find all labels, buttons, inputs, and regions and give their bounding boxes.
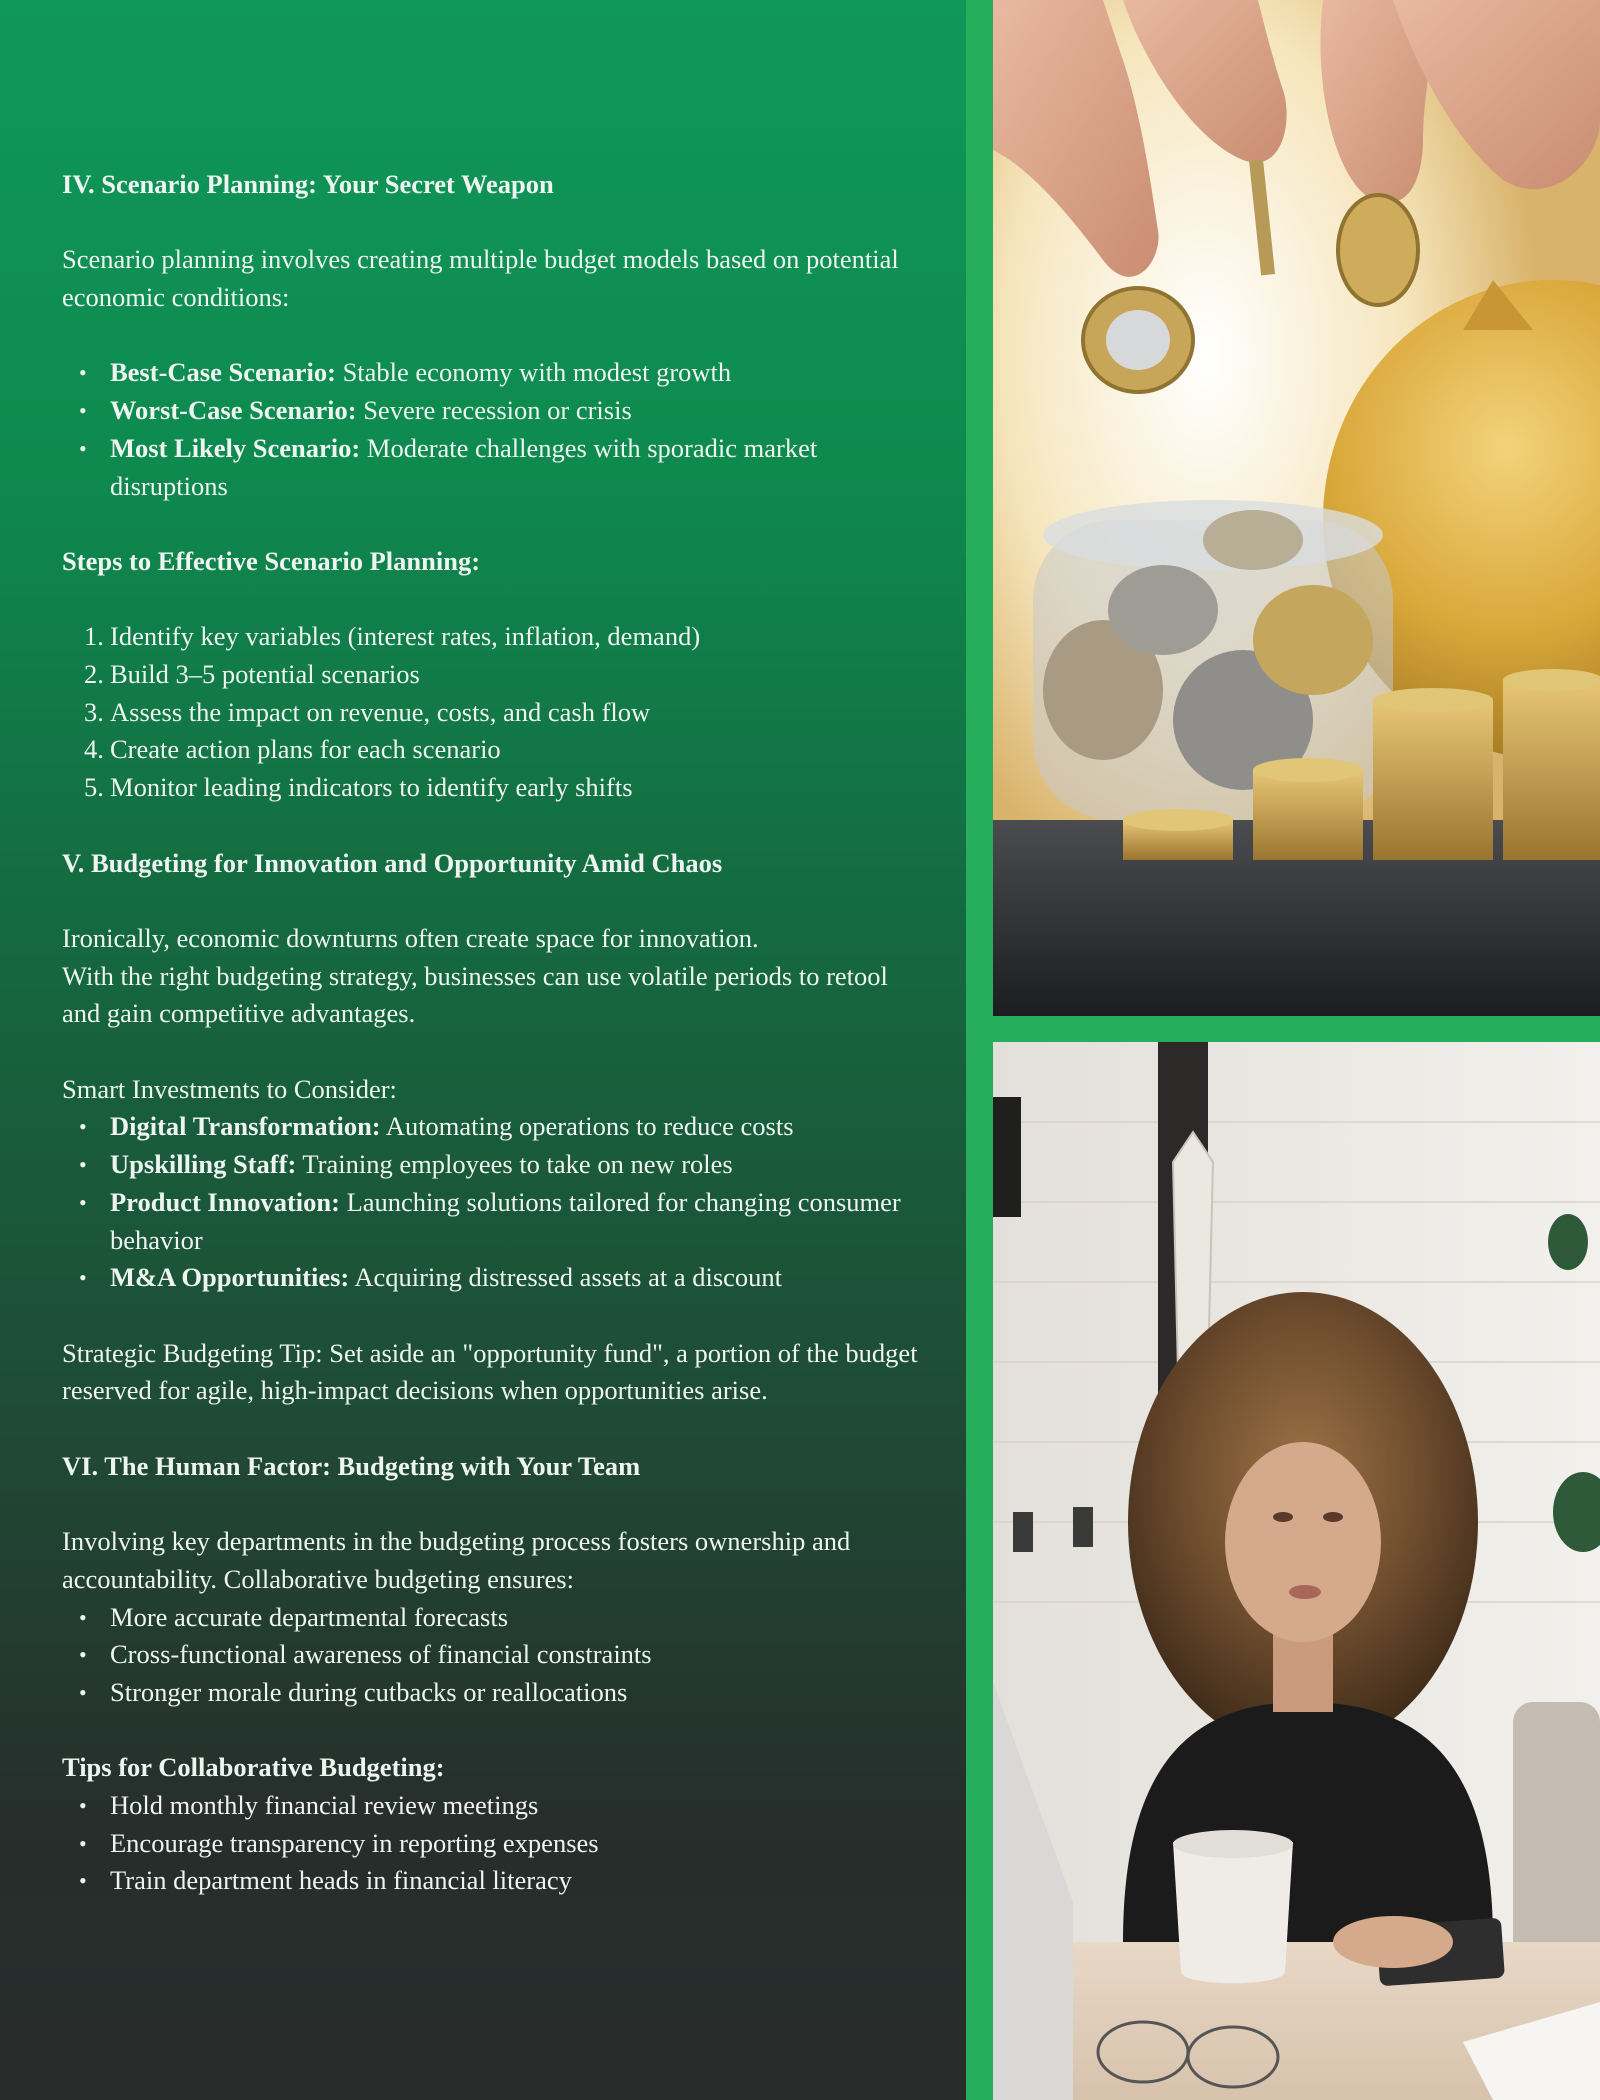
accent-divider-vertical: [966, 0, 993, 2100]
coins-jar-piggy-bank-photo: [993, 0, 1600, 1016]
tips-list: [62, 1787, 952, 1900]
list-item: • More accurate departmental forecasts: [62, 1599, 952, 1637]
section-heading: VI. The Human Factor: Budgeting with Your Team: [62, 1450, 641, 1481]
paragraph: With the right budgeting strategy, businesses can use volatile periods to retool and gain competitive advantages.: [62, 960, 888, 1029]
list-item: 1. Identify key variables (interest rates, inflation, demand): [84, 621, 701, 652]
list-item: 2. Build 3–5 potential scenarios: [84, 659, 420, 690]
paragraph: Involving key departments in the budgeting process fosters ownership and accountability. Collaborative budgeting ensures:: [62, 1526, 851, 1594]
paragraph: Scenario planning involves creating multiple budget models based on potential economic conditions:: [62, 244, 899, 313]
list-item: • Digital Transformation: Automating operations to reduce costs: [62, 1108, 910, 1146]
scenario-list: [62, 354, 952, 505]
investments-list: [62, 1108, 952, 1297]
list-item: • Hold monthly financial review meetings: [62, 1787, 952, 1825]
paragraph: Ironically, economic downturns often create space for innovation.: [62, 922, 759, 953]
section-heading: IV. Scenario Planning: Your Secret Weapon: [62, 169, 554, 199]
list-item: • Product Innovation: Launching solutions tailored for changing consumer behavior: [62, 1184, 910, 1259]
woman-with-calculator-photo: [993, 1042, 1600, 2100]
list-item: 5. Monitor leading indicators to identify early shifts: [84, 772, 633, 803]
steps-list: [62, 618, 952, 807]
article-body: [62, 166, 952, 1900]
list-item: • Cross-functional awareness of financial constraints: [62, 1636, 952, 1674]
list-item: 4. Create action plans for each scenario: [84, 734, 501, 765]
list-item: • Stronger morale during cutbacks or reallocations: [62, 1674, 952, 1712]
subheading: Tips for Collaborative Budgeting:: [62, 1752, 445, 1783]
list-item: • M&A Opportunities: Acquiring distressed assets at a discount: [62, 1259, 910, 1297]
list-item: • Best-Case Scenario: Stable economy with modest growth: [62, 354, 930, 392]
subheading: Smart Investments to Consider:: [62, 1073, 397, 1104]
section-heading: V. Budgeting for Innovation and Opportunity Amid Chaos: [62, 847, 723, 878]
list-item: 3. Assess the impact on revenue, costs, and cash flow: [84, 696, 651, 727]
list-item: • Encourage transparency in reporting expenses: [62, 1825, 952, 1863]
list-item: • Upskilling Staff: Training employees to take on new roles: [62, 1146, 910, 1184]
subheading: Steps to Effective Scenario Planning:: [62, 545, 481, 576]
list-item: • Worst-Case Scenario: Severe recession or crisis: [62, 392, 930, 430]
accent-divider-horizontal: [993, 1016, 1600, 1042]
tip-paragraph: Strategic Budgeting Tip: Set aside an "opportunity fund", a portion of the budget reserved for agile, high-impact decisions when opportunities arise.: [62, 1337, 918, 1406]
benefits-list: [62, 1599, 952, 1712]
list-item: • Train department heads in financial literacy: [62, 1862, 952, 1900]
list-item: • Most Likely Scenario: Moderate challenges with sporadic market disruptions: [62, 430, 930, 505]
